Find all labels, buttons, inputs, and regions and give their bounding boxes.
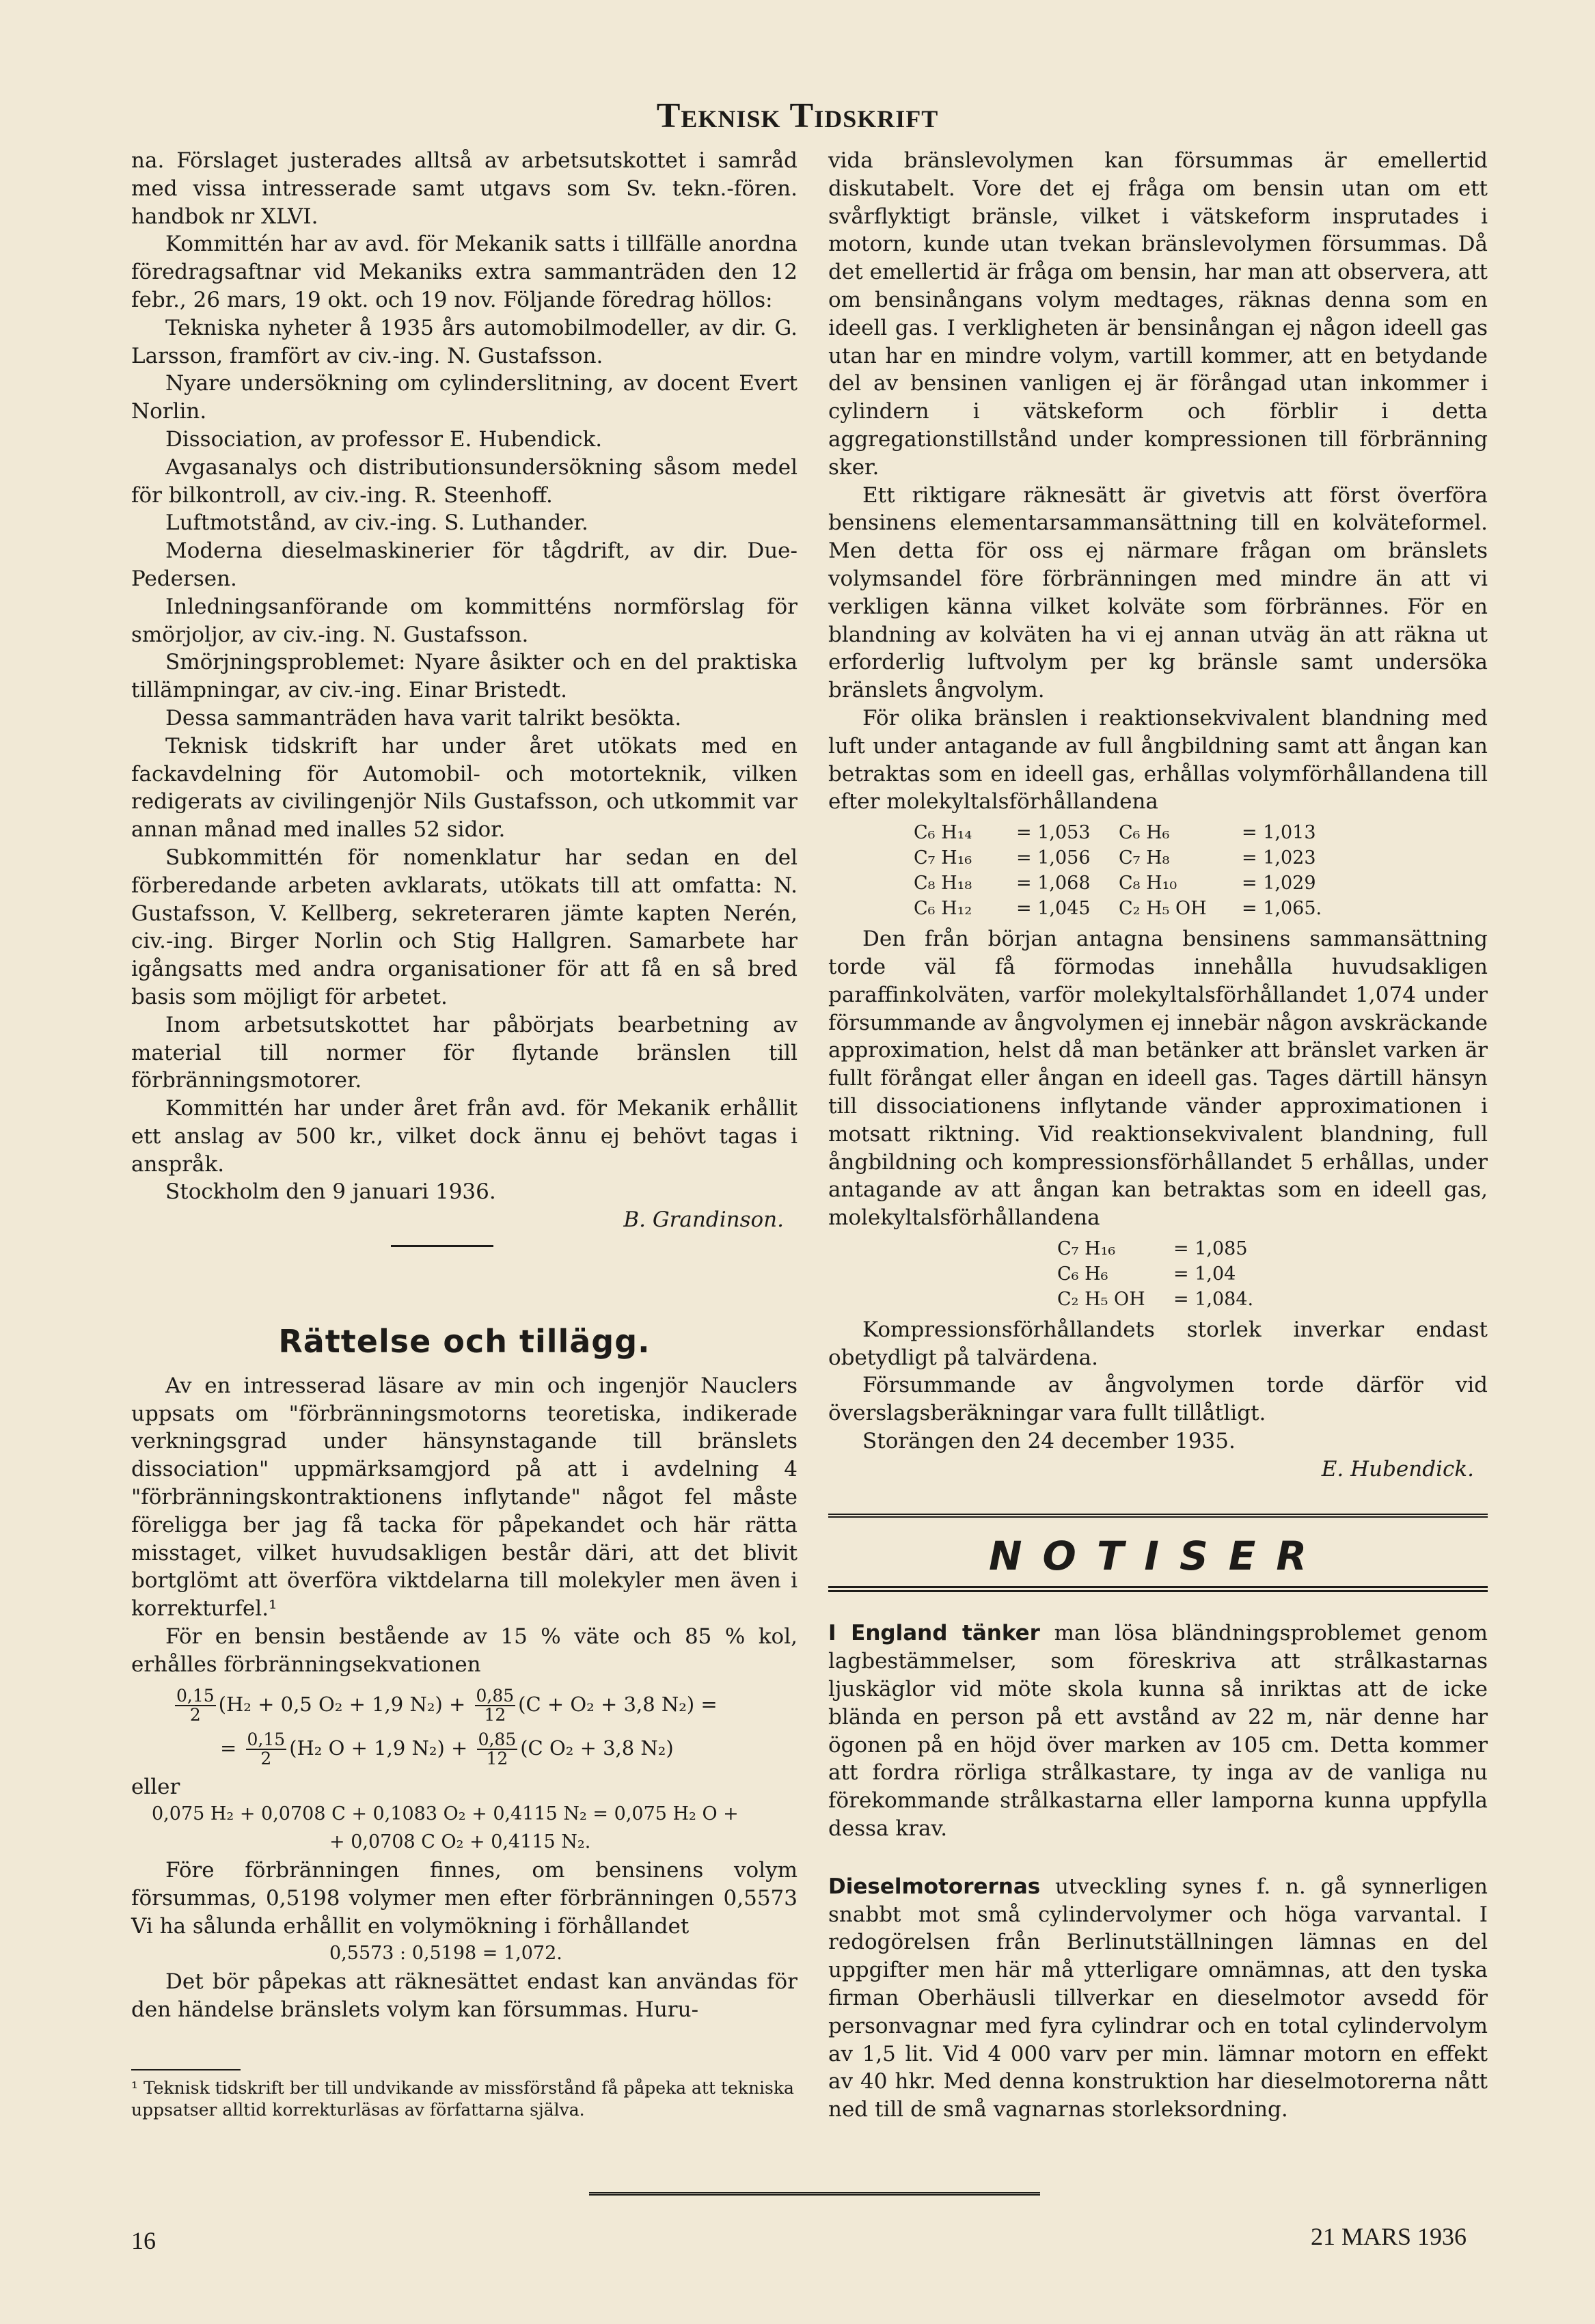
ratio-value: = 1,023 [1242,847,1316,869]
paragraph: eller [131,1774,180,1799]
divider [391,1245,493,1247]
journal-masthead: Teknisk Tidskrift [656,96,939,135]
right-column [828,147,1488,2154]
equation: $\frac{0,15}{2}$ (H₂ + 0,5 O₂ + 1,9 N₂) + $\frac{0,85}{12}$ (C + O₂ + 3,8 N₂) = [176,1685,718,1725]
page-number: 16 [131,2227,156,2254]
paragraph: Kompressionsförhållandets storlek inverkar endast obetydligt på talvärdena. [828,1317,1488,1370]
ratio-value: = 1,013 [1242,822,1316,844]
paragraph: na. Förslaget justerades alltså av arbetsutskottet i samråd med vissa intresserade samt utgavs som Sv. tekn.-fören. handbok nr XLVI. [131,148,798,229]
paragraph: Före förbränningen finnes, om bensinens volym försummas, 0,5198 volymer men efter förbränningen 0,5573 Vi ha sålunda erhållit en volymökning i förhållandet [131,1858,798,1939]
signature: E. Hubendick. [1321,1456,1474,1481]
section-title: Rättelse och tillägg. [278,1323,651,1361]
paragraph: Kommittén har av avd. för Mekanik satts i tillfälle anordna föredragsaftnar vid Mekaniks extra sammanträden den 12 febr., 26 mars, 19 okt. och 19 nov. Följande föredrag höllos: [131,232,798,312]
equation: = $\frac{0,15}{2}$ (H₂ O + 1,9 N₂) + $\frac{0,85}{12}$ (C O₂ + 3,8 N₂) [220,1729,674,1768]
fraction: $\frac{0,85}{12}$ [478,1729,517,1768]
formula: C₈ H₁₈ [914,873,972,894]
divider [828,1514,1488,1522]
news-lead: Dieselmotorernas [828,1874,1041,1899]
fraction: $\frac{0,15}{2}$ [176,1685,215,1725]
paragraph: För en bensin bestående av 15 % väte och 85 % kol, erhålles förbränningsekvationen [131,1624,798,1677]
ratio-value: = 1,04 [1173,1263,1236,1285]
paragraph: Försummande av ångvolymen torde därför vid överslagsberäkningar vara fullt tillåtligt. [828,1373,1488,1426]
notiser-section [828,1514,1488,2124]
paragraph: Storängen den 24 december 1935. [862,1429,1236,1454]
paragraph: vida bränslevolymen kan försummas är emellertid diskutabelt. Vore det ej fråga om bensin utan om ett svårflyktigt bränsle, vilket i vätskeform insprutades i motorn, kunde utan tvekan bränslevolymen försummas. Då det emellertid är fråga om bensin, har man att observera, att om bensinångans volym medtages, räknas denna som en ideell gas. I verkligheten är bensinångan ej någon ideell gas utan har en mindre volym, vartill kommer, att en betydande del av bensinen vanligen ej är förångad utan inkommer i cylindern i vätskeform och förblir i detta aggregationstillstånd under kompressionen till förbränning sker. [828,148,1488,480]
ratio-value: = 1,045 [1016,898,1091,920]
news-item [828,1873,1488,2124]
ratio-value: = 1,085 [1173,1238,1248,1259]
paragraph: Moderna dieselmaskinerier för tågdrift, av dir. Due-Pedersen. [131,538,798,591]
news-body: man lösa bländningsproblemet genom lagbestämmelser, som föreskriva att strålkastarnas ljuskäglor vid möte skola kunna så inriktas att de icke blända en person på ett avstånd av 22 m, när denne har ögonen på en höjd över marken av 105 cm. Detta kommer att fordra rörliga strålkastare, ty inga av de vanliga nu förekommande strålkastarna eller lamporna kunna uppfylla dessa krav. [828,1621,1488,1842]
paragraph: Dessa sammanträden hava varit talrikt besökta. [165,705,682,730]
ratio-value: = 1,065. [1242,898,1322,920]
paragraph: Smörjningsproblemet: Nyare åsikter och en del praktiska tillämpningar, av civ.-ing. Einar Bristedt. [131,650,798,703]
equation: + 0,0708 C O₂ + 0,4115 N₂. [329,1831,591,1853]
equation: 0,075 H₂ + 0,0708 C + 0,1083 O₂ + 0,4115 N₂ = 0,075 H₂ O + [152,1803,739,1825]
left-column [131,147,798,2121]
formula: C₆ H₆ [1119,822,1170,844]
fraction: $\frac{0,15}{2}$ [247,1729,286,1768]
issue-date: 21 MARS 1936 [1311,2223,1467,2250]
paragraph: För olika bränslen i reaktionsekvivalent blandning med luft under antagande av full ångbildning samt att ångan kan betraktas som en ideell gas, erhållas volymförhållandena till efter molekyltalsförhållandena [828,705,1488,815]
paragraph: Dissociation, av professor E. Hubendick. [165,426,603,452]
footnote [131,2069,798,2121]
news-lead: I England tänker [828,1621,1040,1646]
paragraph: Inledningsanförande om kommitténs normförslag för smörjoljor, av civ.-ing. N. Gustafsson. [131,594,798,647]
signature: B. Grandinson. [623,1207,784,1233]
section-title: NOTISER [988,1532,1328,1579]
paragraph: Avgasanalys och distributionsundersökning såsom medel för bilkontroll, av civ.-ing. R. Steenhoff. [131,454,798,508]
ratio-table [914,820,1488,921]
ratio-table [1057,1236,1488,1312]
ratio-value: = 1,053 [1016,822,1091,844]
formula: C₇ H₁₆ [1057,1238,1116,1259]
formula: C₇ H₁₆ [914,847,972,869]
paragraph: Inom arbetsutskottet har påbörjats bearbetning av material till normer för flytande bränslen till förbränningsmotorer. [131,1012,798,1093]
paragraph: Det bör påpekas att räknesättet endast kan användas för den händelse bränslets volym kan försummas. Huru- [131,1969,798,2023]
formula: C₈ H₁₀ [1119,873,1177,894]
equation: 0,5573 : 0,5198 = 1,072. [329,1943,562,1965]
page-end-rule [589,2192,1040,2198]
fraction: $\frac{0,85}{12}$ [476,1685,515,1725]
footnote-text: ¹ Teknisk tidskrift ber till undvikande av missförstånd få påpeka att tekniska uppsatser alltid korrekturläsas av författarna själva. [131,2077,794,2120]
paragraph: Luftmotstånd, av civ.-ing. S. Luthander. [165,510,588,536]
paragraph: Ett riktigare räknesätt är givetvis att först överföra bensinens elementarsammansättning till en kolväteformel. Men detta för oss ej närmare frågan om bränslets volymsandel före förbränningen med mindre än att vi verkligen känna vilket kolväte som förbrännes. För en blandning av kolväten ha vi ej annan utväg än att räkna ut erforderlig luftvolym per kg bränsle samt undersöka bränslets ångvolym. [828,482,1488,703]
paragraph: Kommittén har under året från avd. för Mekanik erhållit ett anslag av 500 kr., vilket dock ännu ej behövt tagas i anspråk. [131,1096,798,1177]
ratio-value: = 1,068 [1016,873,1091,894]
formula: C₆ H₆ [1057,1263,1108,1285]
divider [828,1586,1488,1592]
paragraph: Subkommittén för nomenklatur har sedan en del förberedande arbeten avklarats, utökats till att omfatta: N. Gustafsson, V. Kellberg, sekreteraren jämte kapten Nerén, civ.-ing. Birger Norlin och Stig Hallgren. Samarbete har igångsatts med andra organisationer för att få en så bred basis som möjligt för arbetet. [131,845,798,1009]
ratio-value: = 1,056 [1016,847,1091,869]
formula: C₂ H₅ OH [1057,1288,1145,1310]
news-body: utveckling synes f. n. gå synnerligen snabbt mot små cylindervolymer och höga varvantal. I redogörelsen från Berlinutställningen lämnas en del uppgifter men här må ytterligare omnämnas, att den tyska firman Oberhäusli tillverkar en dieselmotor avsedd för personvagnar med fyra cylindrar och en total cylindervolym av 1,5 lit. Vid 4 000 varv per min. lämnar motorn en effekt av 40 hkr. Med denna konstruktion har dieselmotorerna nått ned till de små vagnarnas storleksordning. [828,1874,1488,2122]
paragraph: Nyare undersökning om cylinderslitning, av docent Evert Norlin. [131,371,798,424]
ratio-value: = 1,084. [1173,1288,1254,1310]
paragraph: Teknisk tidskrift har under året utökats med en fackavdelning för Automobil- och motorteknik, vilken redigerats av civilingenjör Nils Gustafsson, och utkommit var annan månad med inalles 52 sidor. [131,733,798,843]
footnote-rule [131,2069,241,2070]
formula: C₆ H₁₄ [914,822,972,844]
paragraph: Den från början antagna bensinens sammansättning torde väl få förmodas innehålla huvudsakligen paraffinkolväten, varför molekyltalsförhållandet 1,074 under försummande av ångvolymen ej innebär någon avskräckande approximation, helst då man betänker att bränslet varken är fullt förångat eller ångan en ideell gas. Tages därtill hänsyn till dissociationens inflytande vänder approximationen i motsatt riktning. Vid reaktionsekvivalent blandning, full ångbildning och kompressionsförhållandet 5 erhållas, under antagande av att ångan kan betraktas som en ideell gas, molekyltalsförhållandena [828,927,1488,1231]
formula: C₇ H₈ [1119,847,1170,869]
paragraph: Stockholm den 9 januari 1936. [165,1179,496,1205]
paragraph: Av en intresserad läsare av min och ingenjör Nauclers uppsats om "förbränningsmotorns teoretiska, indikerade verkningsgrad under hänsynstagande till bränslets dissociation" uppmärksamgjord på att i avdelning 4 "förbränningskontraktionens inflytande" något fel måste föreligga ber jag få tacka för påpekandet och här rätta misstaget, vilket huvudsakligen består däri, att det blivit bortglömt att överföra viktdelarna till molekyler men även i korrekturfel.¹ [131,1373,798,1622]
news-item [828,1619,1488,1842]
formula: C₆ H₁₂ [914,898,972,920]
paragraph: Tekniska nyheter å 1935 års automobilmodeller, av dir. G. Larsson, framfört av civ.-ing. N. Gustafsson. [131,315,798,368]
formula: C₂ H₅ OH [1119,898,1207,920]
ratio-value: = 1,029 [1242,873,1316,894]
